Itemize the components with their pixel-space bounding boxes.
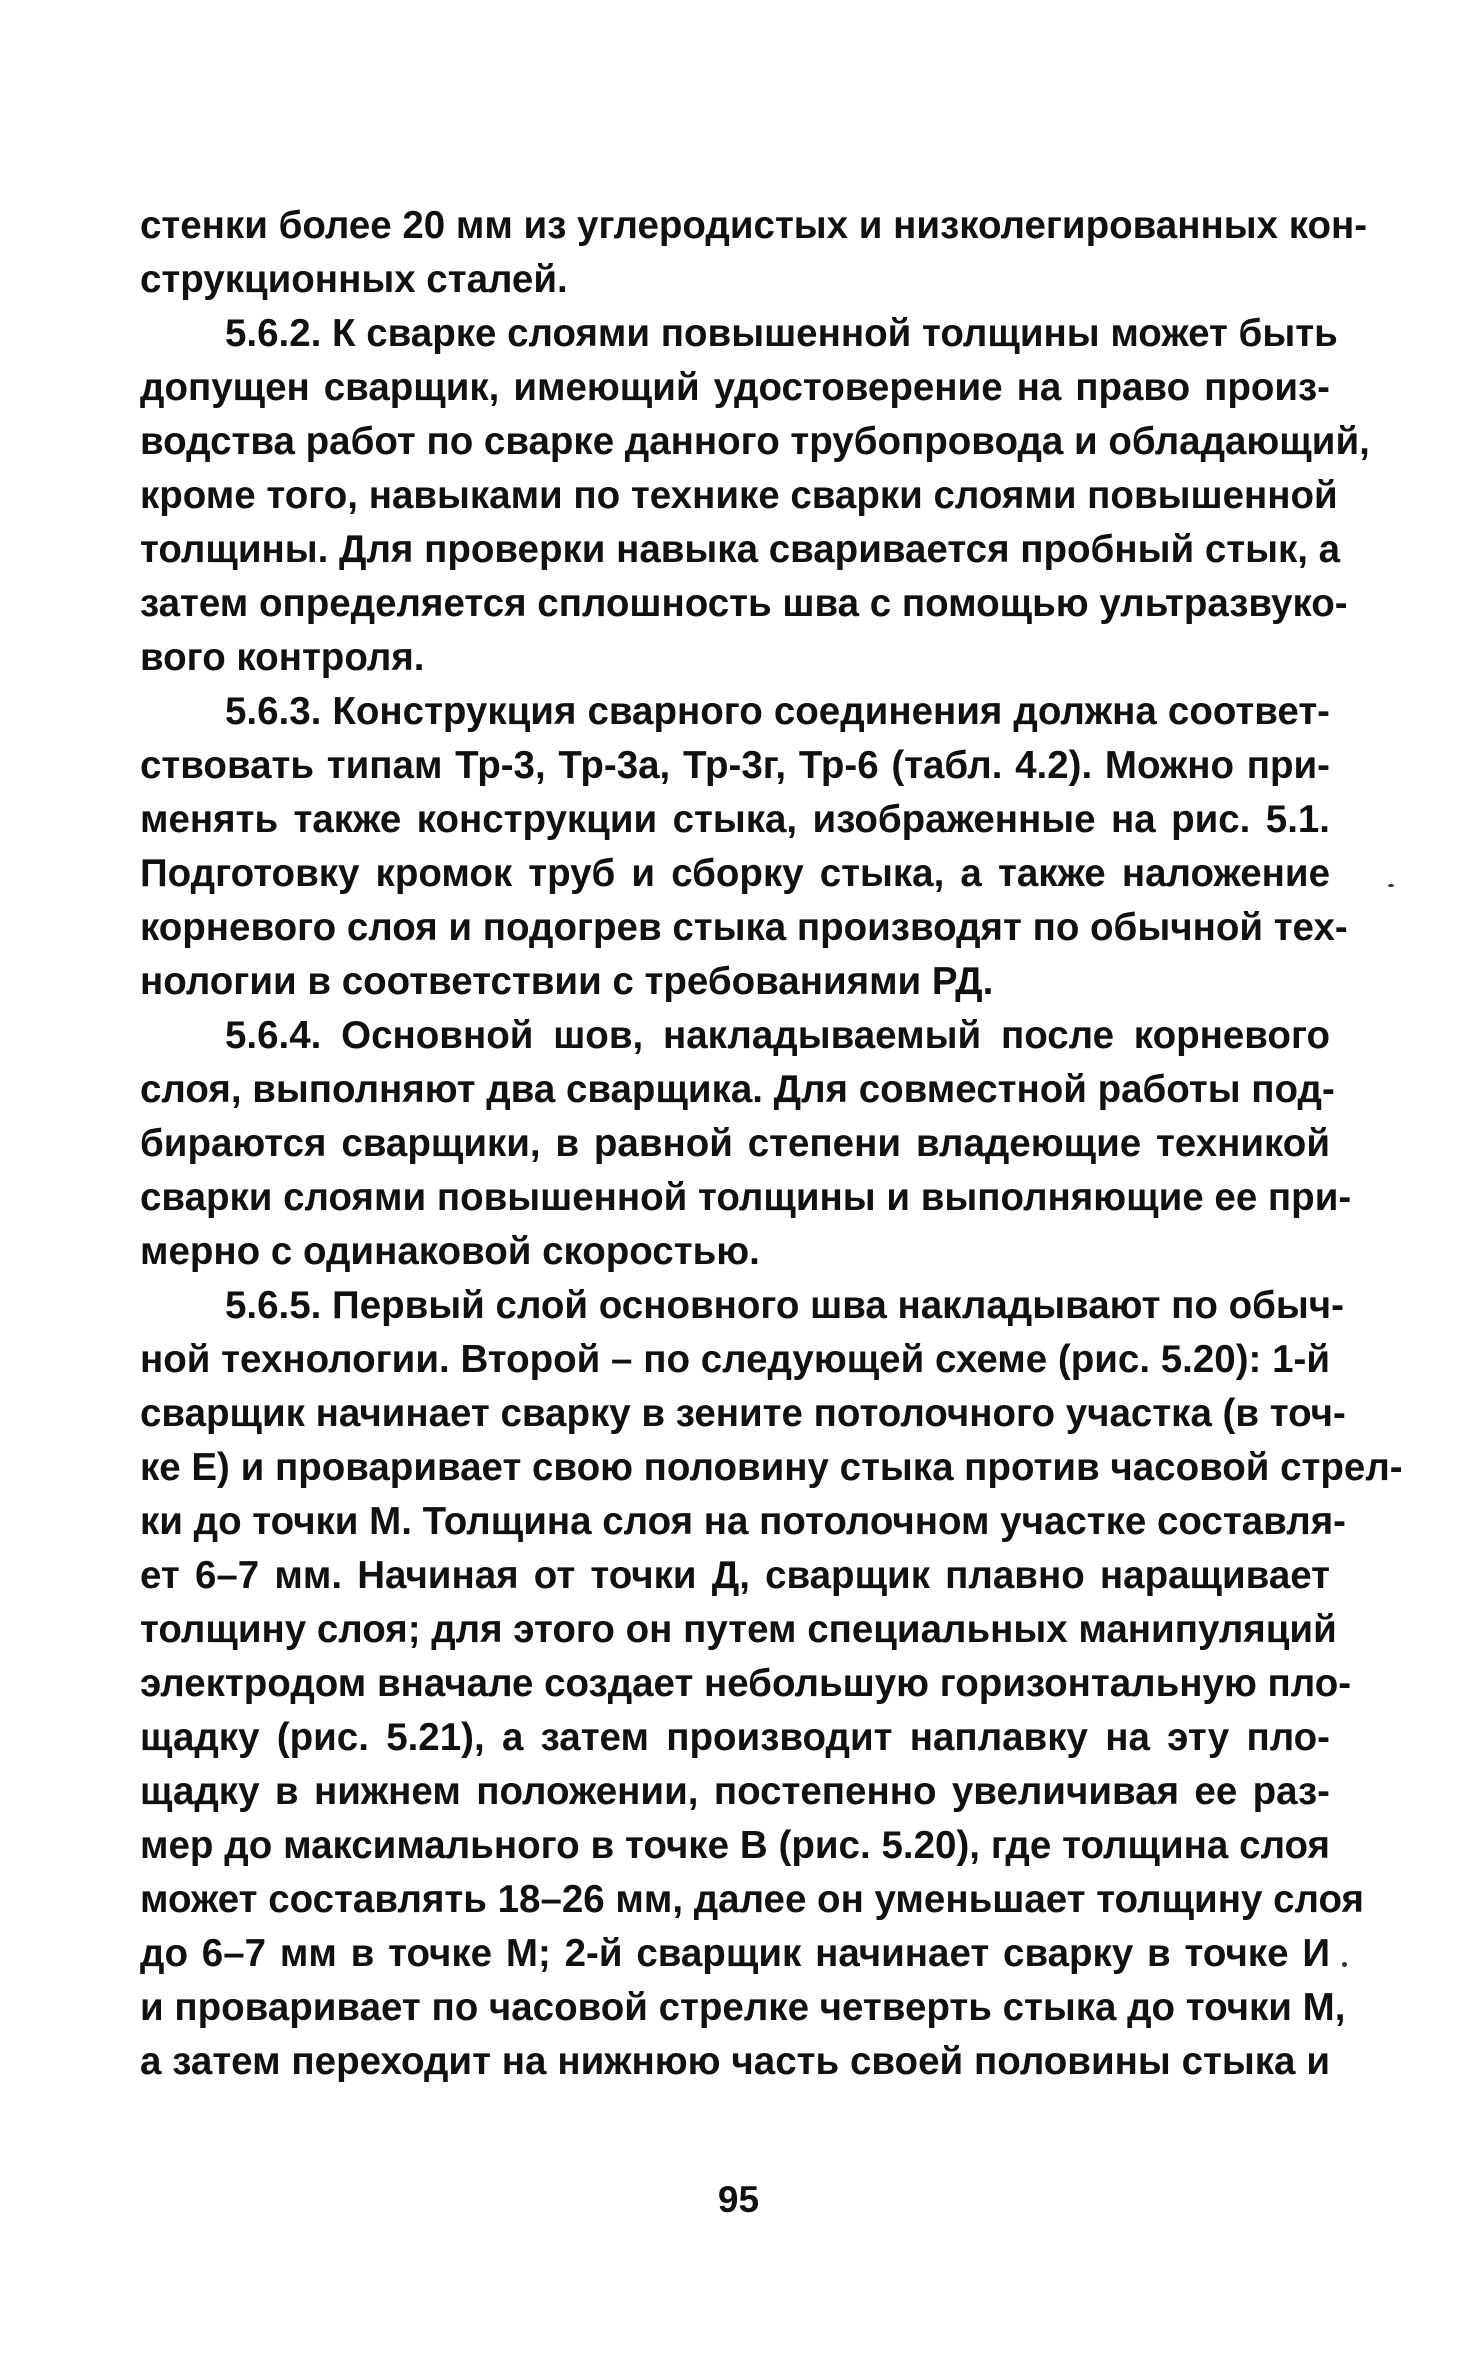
paragraph-5-6-3-first-line: 5.6.3. Конструкция сварного соединения должна соответ- [225, 690, 1330, 733]
paragraph-5-6-4-first-line: 5.6.4. Основной шов, накладываемый после корневого [225, 1014, 1330, 1057]
paragraph-5-6-2-first-line: 5.6.2. К сварке слоями повышенной толщины может быть [225, 312, 1338, 355]
text-line: щадку в нижнем положении, постепенно увеличивая ее раз- [140, 1770, 1330, 1813]
text-line: электродом вначале создает небольшую горизонтальную пло- [140, 1662, 1352, 1705]
text-line: кроме того, навыками по технике сварки слоями повышенной [140, 474, 1338, 517]
text-line: щадку (рис. 5.21), а затем производит наплавку на эту пло- [140, 1716, 1330, 1759]
text-line: ствовать типам Тр-3, Тр-3а, Тр-3г, Тр-6 (табл. 4.2). Можно при- [140, 744, 1330, 787]
scan-speck [1388, 884, 1394, 887]
text-line: менять также конструкции стыка, изображенные на рис. 5.1. [140, 798, 1330, 841]
text-line: толщины. Для проверки навыка сваривается пробный стык, а [140, 528, 1341, 571]
text-line: допущен сварщик, имеющий удостоверение на право произ- [140, 366, 1330, 409]
text-line: ке Е) и проваривает свою половину стыка против часовой стрел- [140, 1446, 1403, 1489]
text-line: толщину слоя; для этого он путем специальных манипуляций [140, 1608, 1337, 1651]
text-line: сварщик начинает сварку в зените потолочного участка (в точ- [140, 1392, 1346, 1435]
text-line: ной технологии. Второй – по следующей схеме (рис. 5.20): 1-й [140, 1338, 1330, 1381]
text-line: бираются сварщики, в равной степени владеющие техникой [140, 1122, 1330, 1165]
text-line: сварки слоями повышенной толщины и выполняющие ее при- [140, 1176, 1352, 1219]
paragraph-5-6-5-first-line: 5.6.5. Первый слой основного шва накладывают по обыч- [225, 1284, 1344, 1327]
text-line: Подготовку кромок труб и сборку стыка, а также наложение [140, 852, 1330, 895]
text-line: корневого слоя и подогрев стыка производят по обычной тех- [140, 906, 1348, 949]
text-line: слоя, выполняют два сварщика. Для совместной работы под- [140, 1068, 1335, 1111]
text-line: нологии в соответствии с требованиями РД. [140, 960, 994, 1003]
scan-speck [1342, 1962, 1347, 1967]
text-line: может составлять 18–26 мм, далее он уменьшает толщину слоя [140, 1878, 1364, 1921]
text-line: до 6–7 мм в точке М; 2-й сварщик начинает сварку в точке И [140, 1932, 1330, 1975]
text-line: струкционных сталей. [140, 258, 568, 301]
text-line: водства работ по сварке данного трубопровода и обладающий, [140, 420, 1370, 463]
text-line: мер до максимального в точке В (рис. 5.20), где толщина слоя [140, 1824, 1330, 1867]
page-number: 95 [717, 2179, 760, 2220]
text-line: вого контроля. [140, 636, 425, 679]
text-line: и проваривает по часовой стрелке четверть стыка до точки М, [140, 1986, 1346, 2029]
text-line: а затем переходит на нижнюю часть своей половины стыка и [140, 2040, 1330, 2083]
text-line: стенки более 20 мм из углеродистых и низколегированных кон- [140, 204, 1368, 247]
text-line: ки до точки М. Толщина слоя на потолочном участке составля- [140, 1500, 1347, 1543]
text-line: затем определяется сплошность шва с помощью ультразвуко- [140, 582, 1348, 625]
text-line: ет 6–7 мм. Начиная от точки Д, сварщик плавно наращивает [140, 1554, 1330, 1597]
text-line: мерно с одинаковой скоростью. [140, 1230, 760, 1273]
